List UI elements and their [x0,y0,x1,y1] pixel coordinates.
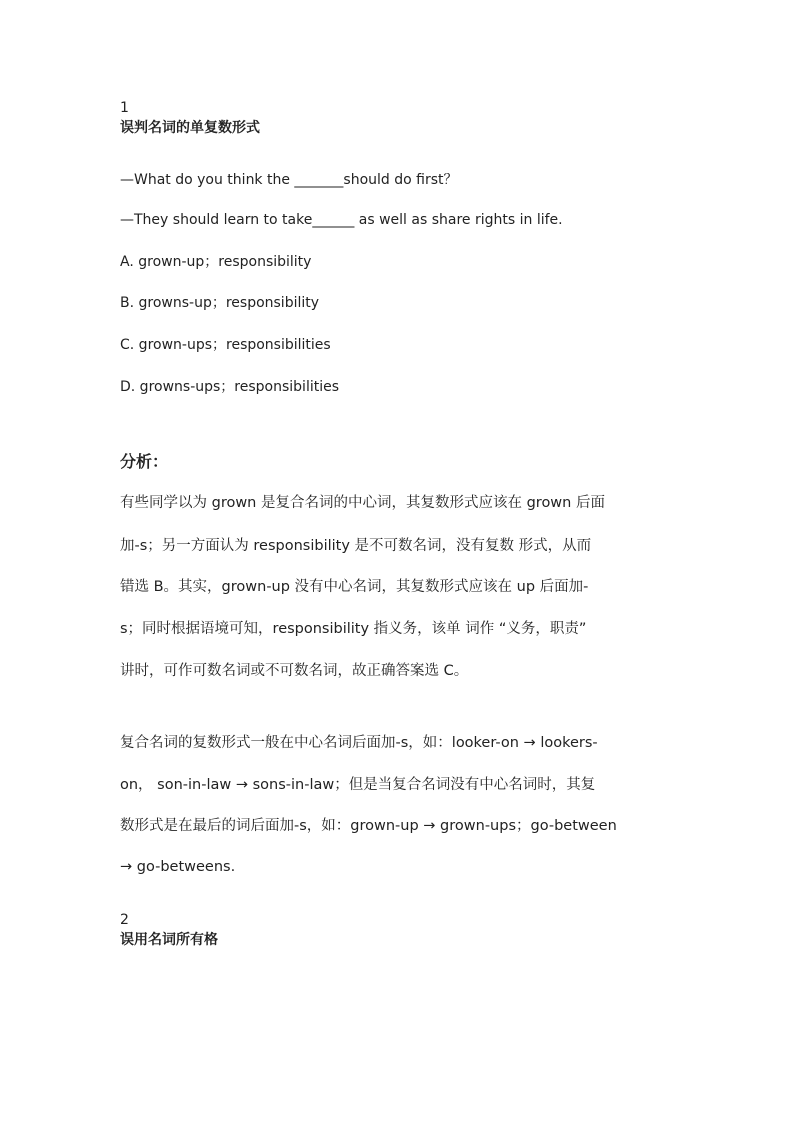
rule-line: 复合名词的复数形式一般在中心名词后面加-s，如：looker-on → lookers- [120,735,598,751]
section-1-title: 误判名词的单复数形式 [120,120,260,136]
analysis-line: 加-s；另一方面认为 responsibility 是不可数名词，没有复数 形式，从而 [120,538,592,554]
analysis-line: 有些同学以为 grown 是复合名词的中心词，其复数形式应该在 grown 后面 [120,495,605,511]
option-d: D. growns-ups；responsibilities [120,379,340,395]
analysis-line: 讲时，可作可数名词或不可数名词，故正确答案选 C。 [120,663,469,679]
analysis-line: s；同时根据语境可知，responsibility 指义务，该单 词作 “义务，职责” [120,621,587,637]
rule-line: 数形式是在最后的词后面加-s，如：grown-up → grown-ups；go-between [120,818,617,834]
section-2-number: 2 [120,912,129,928]
question-line-1: —What do you think the _______should do first？ [120,172,458,188]
option-b: B. growns-up；responsibility [120,295,320,311]
rule-line: on， son-in-law → sons-in-law；但是当复合名词没有中心名词时，其复 [120,777,596,793]
section-2-title: 误用名词所有格 [120,932,218,948]
section-1-number: 1 [120,100,129,116]
question-line-2: —They should learn to take______ as well as share rights in life. [120,212,563,228]
analysis-line: 错选 B。其实，grown-up 没有中心名词，其复数形式应该在 up 后面加- [120,579,589,595]
option-c: C. grown-ups；responsibilities [120,337,331,353]
option-a: A. grown-up；responsibility [120,254,312,270]
rule-line: → go-betweens. [120,859,236,875]
analysis-title: 分析： [120,452,169,471]
